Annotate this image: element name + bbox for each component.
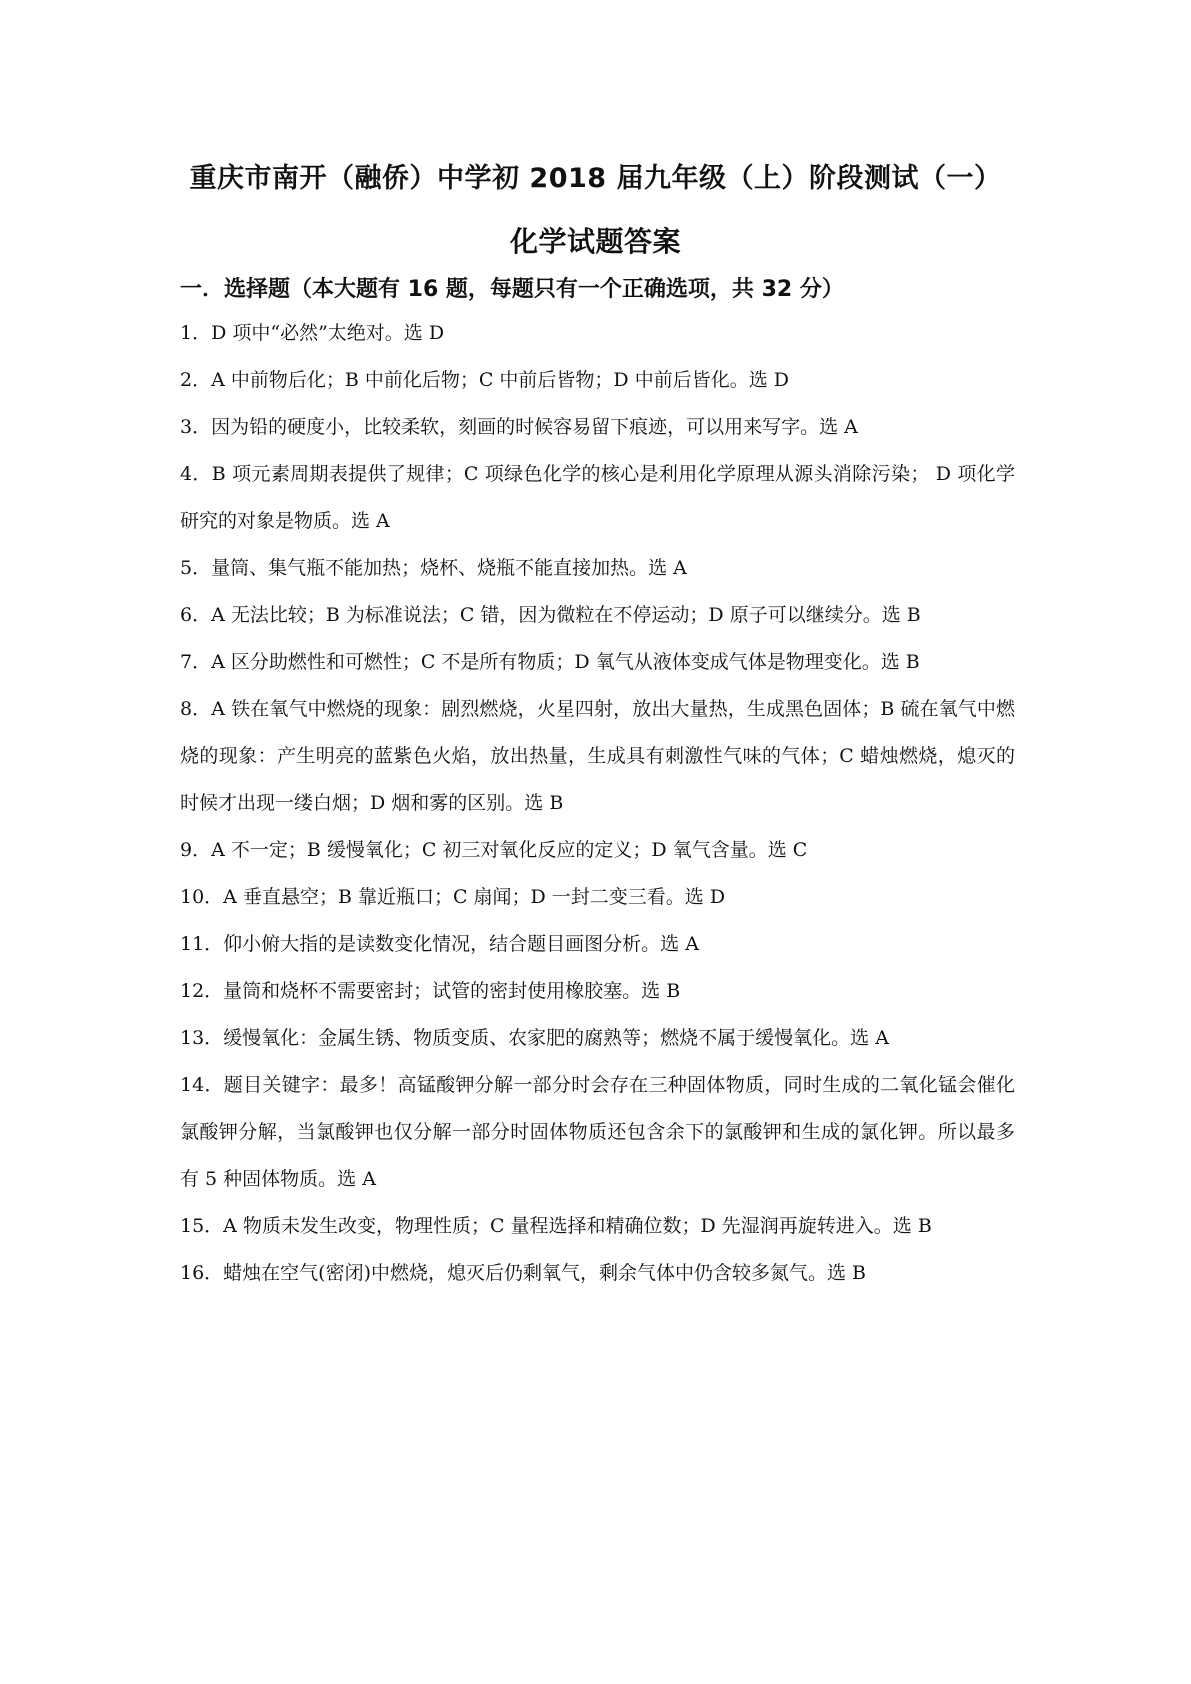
answer-item-2: 2．A 中前物后化；B 中前化后物；C 中前后皆物；D 中前后皆化。选 D [180,369,789,391]
answer-item-15: 15．A 物质未发生改变，物理性质；C 量程选择和精确位数；D 先湿润再旋转进入。选 B [180,1215,932,1237]
answer-list [180,310,1015,1297]
answer-item-16: 16．蜡烛在空气(密闭)中燃烧，熄灭后仍剩氧气，剩余气体中仍含较多氮气。选 B [180,1262,867,1284]
answer-item-11: 11．仰小俯大指的是读数变化情况，结合题目画图分析。选 A [180,933,699,955]
document-title: 重庆市南开（融侨）中学初 2018 届九年级（上）阶段测试（一） [189,163,1002,194]
answer-item-1: 1．D 项中“必然”太绝对。选 D [180,322,445,344]
answer-item-3: 3．因为铅的硬度小，比较柔软，刻画的时候容易留下痕迹，可以用来写字。选 A [180,416,858,438]
answer-item-12: 12．量筒和烧杯不需要密封；试管的密封使用橡胶塞。选 B [180,980,681,1002]
answer-item-14: 14．题目关键字：最多！高锰酸钾分解一部分时会存在三种固体物质，同时生成的二氧化锰会催化氯酸钾分解，当氯酸钾也仅分解一部分时固体物质还包含余下的氯酸钾和生成的氯化钾。所以最多有 5 种固体物质。选 A [180,1074,1015,1190]
answer-item-5: 5．量筒、集气瓶不能加热；烧杯、烧瓶不能直接加热。选 A [180,557,687,579]
answer-item-7: 7．A 区分助燃性和可燃性；C 不是所有物质；D 氧气从液体变成气体是物理变化。选 B [180,651,920,673]
answer-item-13: 13．缓慢氧化：金属生锈、物质变质、农家肥的腐熟等；燃烧不属于缓慢氧化。选 A [180,1027,889,1049]
answer-item-9: 9．A 不一定；B 缓慢氧化；C 初三对氧化反应的定义；D 氧气含量。选 C [180,839,808,861]
answer-item-10: 10．A 垂直悬空；B 靠近瓶口；C 扇闻；D 一封二变三看。选 D [180,886,726,908]
answer-item-6: 6．A 无法比较；B 为标准说法；C 错，因为微粒在不停运动；D 原子可以继续分。选 B [180,604,921,626]
section-heading: 一．选择题（本大题有 16 题，每题只有一个正确选项，共 32 分） [180,277,844,302]
document-subtitle: 化学试题答案 [509,225,681,258]
answer-item-4: 4．B 项元素周期表提供了规律；C 项绿色化学的核心是利用化学原理从源头消除污染； D 项化学研究的对象是物质。选 A [180,463,1015,532]
answer-item-8: 8．A 铁在氧气中燃烧的现象：剧烈燃烧，火星四射，放出大量热，生成黑色固体；B 硫在氧气中燃烧的现象：产生明亮的蓝紫色火焰，放出热量，生成具有刺激性气味的气体；C 蜡烛燃烧，熄灭的时候才出现一缕白烟；D 烟和雾的区别。选 B [180,698,1015,814]
